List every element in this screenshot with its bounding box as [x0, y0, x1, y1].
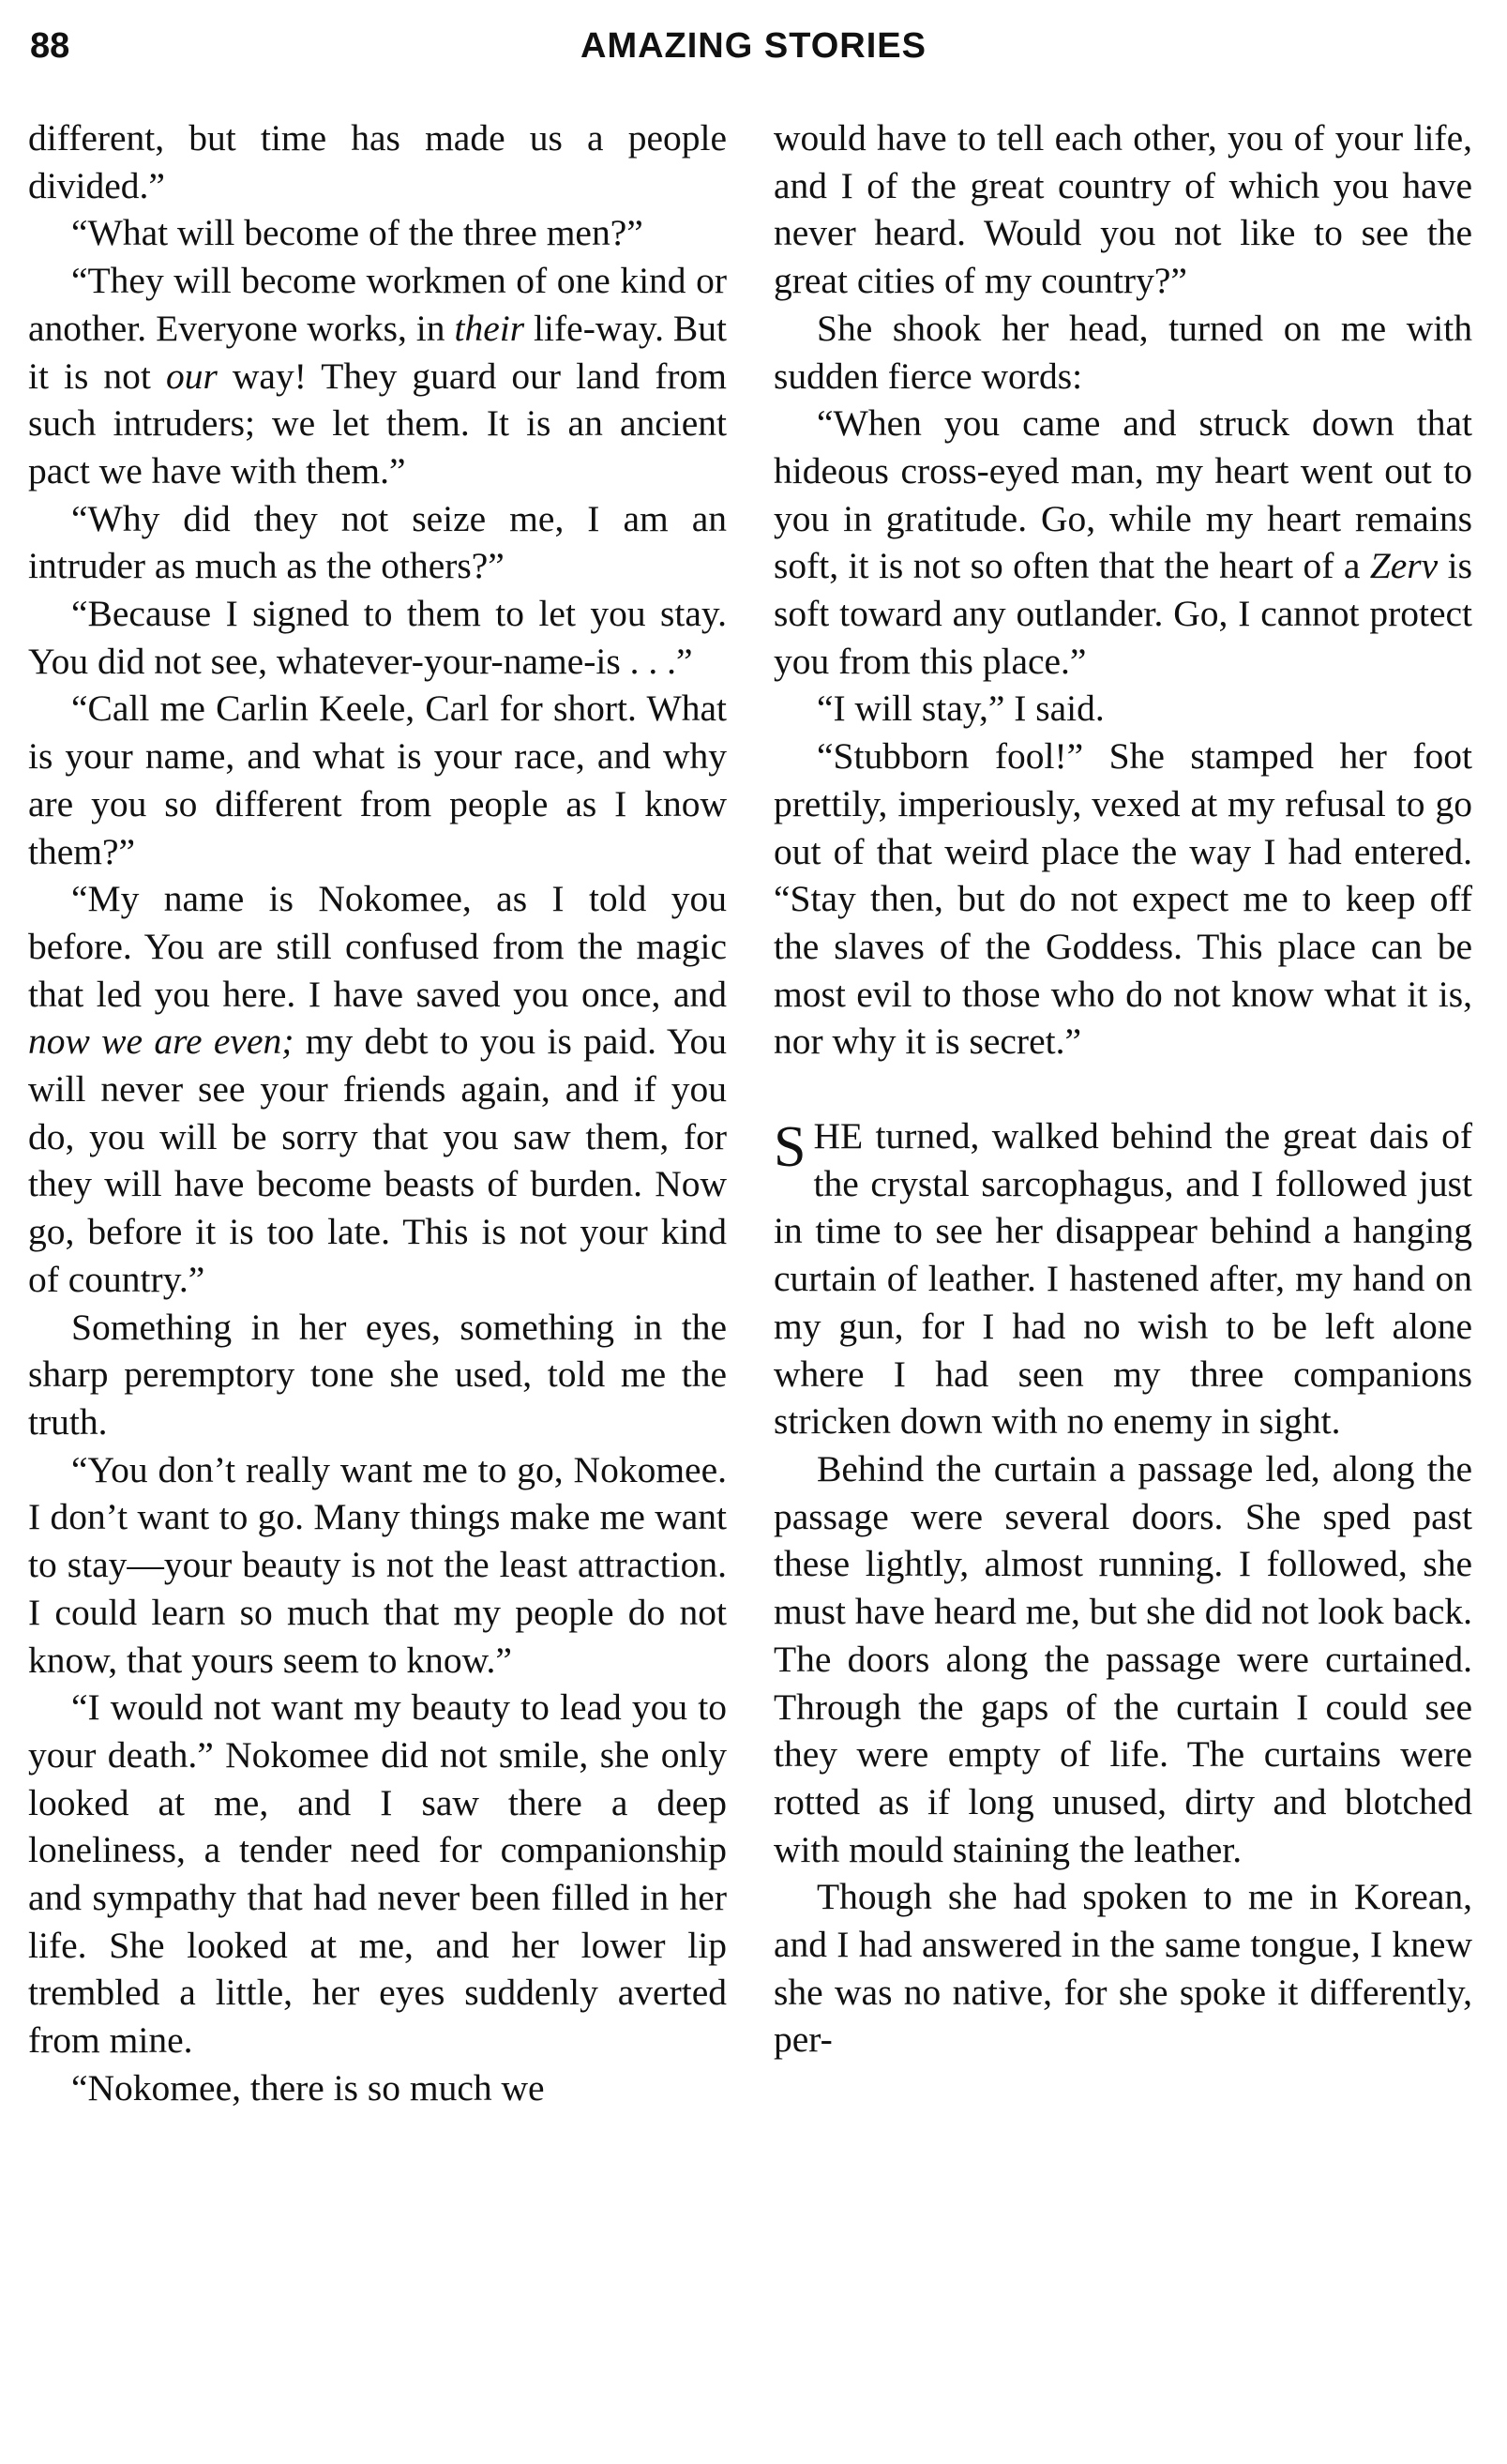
- text-run: “When you came and struck down that hideous cross-eyed man, my heart went out to you in gratitude. Go, while my heart remains soft, it is not so often that the heart of a: [774, 402, 1472, 587]
- text-run: HE turned, walked behind the great dais of the crystal sarcophagus, and I followed just in time to see her disappear behind a hanging curtain of leather. I hastened after, my hand on my gun, for I had no wish to be left alone where I had seen my three companions stricken down with no enemy in sight.: [774, 1115, 1472, 1443]
- paragraph: would have to tell each other, you of your life, and I of the great country of which you have never heard. Would you not like to see the great cities of my country?”: [774, 117, 1472, 302]
- section-paragraph: [774, 1112, 1472, 1445]
- text-run: way! They guard our land from such intruders; we let them. It is an ancient pact we have with them.”: [28, 355, 727, 491]
- drop-cap: S: [774, 1115, 806, 1180]
- running-title: AMAZING STORIES: [580, 26, 927, 66]
- emphasis: now we are even;: [28, 1020, 294, 1063]
- right-column: [774, 114, 1472, 2063]
- paragraph: “I would not want my beauty to lead you to your death.” Nokomee did not smile, she only looked at me, and I saw there a deep loneliness, a tender need for companionship and sympathy that had never been filled in her life. She looked at me, and her lower lip trembled a little, her eyes suddenly averted from mine.: [28, 1686, 727, 2062]
- paragraph: [28, 875, 727, 1303]
- text-run: is soft toward any outlander. Go, I cannot protect you from this place.”: [774, 545, 1472, 682]
- paragraph: [774, 400, 1472, 685]
- text-run: life-way. But it is not: [28, 307, 727, 397]
- emphasis: Zerv: [1369, 545, 1439, 587]
- paragraph: “I will stay,” I said.: [817, 688, 1105, 730]
- paragraph: “Call me Carlin Keele, Carl for short. What is your name, and what is your race, and why are you so different from people as I know them?”: [28, 688, 727, 872]
- page-number: 88: [30, 26, 70, 66]
- page-header: [30, 26, 1477, 83]
- text-run: my debt to you is paid. You will never see your friends again, and if you do, you will be sorry that you saw them, for they will have become beasts of burden. Now go, before it is too late. This is not your kind of country.”: [28, 1020, 727, 1300]
- emphasis: our: [165, 355, 218, 397]
- left-column: [28, 114, 727, 2112]
- paragraph: “What will become of the three men?”: [71, 212, 643, 254]
- paragraph: “Because I signed to them to let you stay. You did not see, whatever-your-name-is . . .”: [28, 593, 727, 682]
- paragraph: “Nokomee, there is so much we: [71, 2066, 545, 2109]
- paragraph: “Why did they not seize me, I am an intruder as much as the others?”: [28, 497, 727, 587]
- text-run: “My name is Nokomee, as I told you before. You are still confused from the magic that led you here. I have saved you once, and: [28, 878, 727, 1015]
- paragraph: Something in her eyes, something in the sharp peremptory tone she used, told me the truth.: [28, 1306, 727, 1443]
- paragraph: [28, 257, 727, 495]
- paragraph: “You don’t really want me to go, Nokomee. I don’t want to go. Many things make me want to stay—your beauty is not the least attraction. I could learn so much that my people do not know, that yours seem to know.”: [28, 1448, 727, 1681]
- emphasis: their: [454, 307, 525, 349]
- paragraph: Behind the curtain a passage led, along the passage were several doors. She sped past these lightly, almost running. I followed, she must have heard me, but she did not look back. The doors along the passage were curtained. Through the gaps of the curtain I could see they were empty of life. The curtains were rotted as if long unused, dirty and blotched with mould staining the leather.: [774, 1447, 1472, 1870]
- paragraph: “Stubborn fool!” She stamped her foot prettily, imperiously, vexed at my refusal to go out of that weird place the way I had entered. “Stay then, but do not expect me to keep off the slaves of the Goddess. This place can be most evil to those who do not know what it is, nor why it is secret.”: [774, 735, 1472, 1063]
- paragraph: Though she had spoken to me in Korean, and I had answered in the same tongue, I knew she was no native, for she spoke it differently, per-: [774, 1876, 1472, 2061]
- paragraph: She shook her head, turned on me with sudden fierce words:: [774, 307, 1472, 397]
- paragraph: different, but time has made us a people divided.”: [28, 117, 727, 206]
- text-run: “They will become workmen of one kind or another. Everyone works, in: [28, 260, 727, 349]
